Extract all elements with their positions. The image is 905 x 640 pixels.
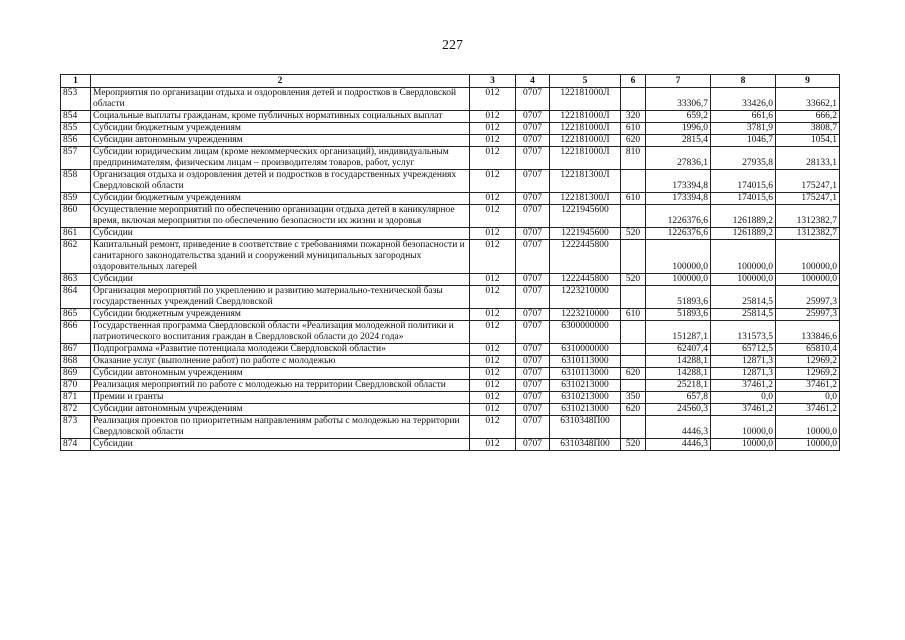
row-number: 860: [61, 205, 91, 228]
table-row: [61, 147, 840, 170]
value-2023: 1261889,2: [711, 228, 776, 240]
row-name: Капитальный ремонт, приведение в соответствие с требованиями пожарной безопасности и санитарного законодательства зданий и сооружений муниципальных загородных оздоровительных лагерей: [91, 240, 470, 274]
code-ministry: 012: [470, 321, 516, 344]
row-name: Субсидии бюджетным учреждениям: [91, 193, 470, 205]
value-2023: 27935,8: [711, 147, 776, 170]
value-2024: 10000,0: [776, 416, 840, 439]
row-name: Государственная программа Свердловской области «Реализация молодежной политики и патриотического воспитания граждан в Свердловской области до 2024 года»: [91, 321, 470, 344]
code-ministry: 012: [470, 416, 516, 439]
table-row: [61, 123, 840, 135]
code-section: 0707: [516, 439, 550, 451]
table-row: [61, 240, 840, 274]
value-2022: 1996,0: [646, 123, 711, 135]
value-2023: 37461,2: [711, 404, 776, 416]
value-2024: 28133,1: [776, 147, 840, 170]
code-section: 0707: [516, 392, 550, 404]
row-name: Осуществление мероприятий по обеспечению организации отдыха детей в каникулярное время, включая мероприятия по обеспечению безопасности их жизни и здоровья: [91, 205, 470, 228]
value-2023: 65712,5: [711, 344, 776, 356]
code-expense: 350: [621, 392, 646, 404]
code-target: 6300000000: [550, 321, 621, 344]
row-name: Мероприятия по организации отдыха и оздоровления детей и подростков в Свердловской области: [91, 88, 470, 111]
row-number: 863: [61, 274, 91, 286]
value-2024: 65810,4: [776, 344, 840, 356]
code-target: 122181300Л: [550, 193, 621, 205]
code-ministry: 012: [470, 392, 516, 404]
code-target: 122181000Л: [550, 88, 621, 111]
code-section: 0707: [516, 228, 550, 240]
value-2024: 100000,0: [776, 274, 840, 286]
value-2022: 14288,1: [646, 368, 711, 380]
value-2022: 4446,3: [646, 416, 711, 439]
value-2024: 666,2: [776, 111, 840, 123]
value-2023: 100000,0: [711, 274, 776, 286]
table-row: [61, 356, 840, 368]
value-2022: 14288,1: [646, 356, 711, 368]
table-row: [61, 439, 840, 451]
value-2024: 33662,1: [776, 88, 840, 111]
code-target: 6310213000: [550, 404, 621, 416]
row-number: 861: [61, 228, 91, 240]
table-row: [61, 135, 840, 147]
table-row: [61, 228, 840, 240]
value-2023: 37461,2: [711, 380, 776, 392]
code-expense: [621, 344, 646, 356]
value-2023: 3781,9: [711, 123, 776, 135]
value-2022: 25218,1: [646, 380, 711, 392]
value-2023: 10000,0: [711, 439, 776, 451]
code-ministry: 012: [470, 404, 516, 416]
value-2022: 62407,4: [646, 344, 711, 356]
value-2022: 1226376,6: [646, 205, 711, 228]
code-section: 0707: [516, 321, 550, 344]
code-expense: 610: [621, 123, 646, 135]
code-expense: 520: [621, 439, 646, 451]
row-name: Организация мероприятий по укреплению и развитию материально-технической базы государственных учреждений Свердловской: [91, 286, 470, 309]
column-header: 7: [646, 75, 711, 88]
value-2024: 37461,2: [776, 404, 840, 416]
value-2022: 173394,8: [646, 193, 711, 205]
row-number: 872: [61, 404, 91, 416]
code-expense: 810: [621, 147, 646, 170]
value-2024: 1312382,7: [776, 228, 840, 240]
row-name: Субсидии: [91, 228, 470, 240]
row-name: Подпрограмма «Развитие потенциала молодежи Свердловской области»: [91, 344, 470, 356]
table-row: [61, 274, 840, 286]
code-expense: 620: [621, 404, 646, 416]
value-2023: 25814,5: [711, 286, 776, 309]
column-header: 9: [776, 75, 840, 88]
code-ministry: 012: [470, 111, 516, 123]
value-2024: 0,0: [776, 392, 840, 404]
value-2024: 25997,3: [776, 286, 840, 309]
code-ministry: 012: [470, 356, 516, 368]
value-2023: 12871,3: [711, 368, 776, 380]
value-2022: 27836,1: [646, 147, 711, 170]
code-section: 0707: [516, 147, 550, 170]
code-target: 1222445800: [550, 240, 621, 274]
table-row: [61, 111, 840, 123]
row-name: Субсидии юридическим лицам (кроме некоммерческих организаций), индивидуальным предпринимателям, физическим лицам – производителям товаров, работ, услуг: [91, 147, 470, 170]
value-2023: 25814,5: [711, 309, 776, 321]
value-2022: 2815,4: [646, 135, 711, 147]
row-number: 865: [61, 309, 91, 321]
value-2023: 174015,6: [711, 193, 776, 205]
value-2022: 173394,8: [646, 170, 711, 193]
row-name: Реализация мероприятий по работе с молодежью на территории Свердловской области: [91, 380, 470, 392]
value-2023: 100000,0: [711, 240, 776, 274]
code-ministry: 012: [470, 228, 516, 240]
table-row: [61, 380, 840, 392]
table-row: [61, 392, 840, 404]
code-ministry: 012: [470, 123, 516, 135]
value-2022: 51893,6: [646, 309, 711, 321]
code-section: 0707: [516, 88, 550, 111]
code-target: 6310000000: [550, 344, 621, 356]
value-2023: 12871,3: [711, 356, 776, 368]
code-section: 0707: [516, 286, 550, 309]
row-name: Реализация проектов по приоритетным направлениям работы с молодежью на территории Свердловской области: [91, 416, 470, 439]
code-expense: 610: [621, 193, 646, 205]
code-ministry: 012: [470, 193, 516, 205]
value-2023: 1261889,2: [711, 205, 776, 228]
code-ministry: 012: [470, 380, 516, 392]
column-header: 5: [550, 75, 621, 88]
code-target: 1223210000: [550, 286, 621, 309]
code-section: 0707: [516, 193, 550, 205]
row-number: 853: [61, 88, 91, 111]
row-number: 868: [61, 356, 91, 368]
value-2022: 33306,7: [646, 88, 711, 111]
value-2022: 1226376,6: [646, 228, 711, 240]
value-2024: 1312382,7: [776, 205, 840, 228]
code-target: 1222445800: [550, 274, 621, 286]
row-number: 858: [61, 170, 91, 193]
value-2022: 4446,3: [646, 439, 711, 451]
code-target: 6310213000: [550, 392, 621, 404]
row-number: 871: [61, 392, 91, 404]
value-2022: 657,8: [646, 392, 711, 404]
row-number: 866: [61, 321, 91, 344]
code-section: 0707: [516, 240, 550, 274]
code-expense: [621, 240, 646, 274]
value-2024: 1054,1: [776, 135, 840, 147]
code-ministry: 012: [470, 344, 516, 356]
row-number: 862: [61, 240, 91, 274]
value-2024: 133846,6: [776, 321, 840, 344]
code-expense: [621, 321, 646, 344]
row-name: Социальные выплаты гражданам, кроме публичных нормативных социальных выплат: [91, 111, 470, 123]
code-target: 6310348П00: [550, 439, 621, 451]
value-2022: 24560,3: [646, 404, 711, 416]
value-2024: 12969,2: [776, 356, 840, 368]
row-number: 855: [61, 123, 91, 135]
row-number: 874: [61, 439, 91, 451]
table-row: [61, 193, 840, 205]
table-header-row: [61, 75, 840, 88]
value-2024: 175247,1: [776, 193, 840, 205]
value-2024: 37461,2: [776, 380, 840, 392]
code-ministry: 012: [470, 274, 516, 286]
row-number: 856: [61, 135, 91, 147]
value-2024: 25997,3: [776, 309, 840, 321]
code-ministry: 012: [470, 147, 516, 170]
table-row: [61, 88, 840, 111]
row-name: Организация отдыха и оздоровления детей и подростков в государственных учреждениях Свердловской области: [91, 170, 470, 193]
code-expense: [621, 380, 646, 392]
code-expense: [621, 416, 646, 439]
code-section: 0707: [516, 344, 550, 356]
code-expense: [621, 88, 646, 111]
code-section: 0707: [516, 416, 550, 439]
row-name: Премии и гранты: [91, 392, 470, 404]
value-2023: 131573,5: [711, 321, 776, 344]
row-number: 867: [61, 344, 91, 356]
code-expense: [621, 205, 646, 228]
row-number: 854: [61, 111, 91, 123]
table-row: [61, 344, 840, 356]
code-ministry: 012: [470, 309, 516, 321]
row-number: 873: [61, 416, 91, 439]
row-number: 864: [61, 286, 91, 309]
table-row: [61, 368, 840, 380]
table-row: [61, 309, 840, 321]
row-name: Субсидии: [91, 439, 470, 451]
code-expense: 520: [621, 228, 646, 240]
row-number: 869: [61, 368, 91, 380]
table-row: [61, 205, 840, 228]
budget-table: [60, 74, 840, 451]
code-section: 0707: [516, 274, 550, 286]
code-expense: [621, 356, 646, 368]
value-2023: 174015,6: [711, 170, 776, 193]
code-expense: 320: [621, 111, 646, 123]
code-ministry: 012: [470, 205, 516, 228]
value-2024: 100000,0: [776, 240, 840, 274]
code-section: 0707: [516, 205, 550, 228]
code-expense: 620: [621, 368, 646, 380]
table-row: [61, 170, 840, 193]
column-header: 4: [516, 75, 550, 88]
value-2023: 0,0: [711, 392, 776, 404]
value-2023: 33426,0: [711, 88, 776, 111]
row-number: 870: [61, 380, 91, 392]
value-2024: 10000,0: [776, 439, 840, 451]
value-2023: 1046,7: [711, 135, 776, 147]
row-number: 859: [61, 193, 91, 205]
code-expense: 610: [621, 309, 646, 321]
value-2024: 3808,7: [776, 123, 840, 135]
code-expense: [621, 286, 646, 309]
code-target: 122181000Л: [550, 147, 621, 170]
code-section: 0707: [516, 368, 550, 380]
column-header: 8: [711, 75, 776, 88]
code-expense: [621, 170, 646, 193]
value-2023: 661,6: [711, 111, 776, 123]
value-2022: 659,2: [646, 111, 711, 123]
table-row: [61, 404, 840, 416]
code-ministry: 012: [470, 286, 516, 309]
table-row: [61, 416, 840, 439]
code-section: 0707: [516, 123, 550, 135]
code-ministry: 012: [470, 88, 516, 111]
code-ministry: 012: [470, 135, 516, 147]
page-number: 227: [442, 38, 463, 53]
row-name: Субсидии: [91, 274, 470, 286]
column-header: 6: [621, 75, 646, 88]
code-target: 122181000Л: [550, 111, 621, 123]
code-ministry: 012: [470, 240, 516, 274]
code-target: 6310213000: [550, 380, 621, 392]
column-header: 3: [470, 75, 516, 88]
code-section: 0707: [516, 170, 550, 193]
code-ministry: 012: [470, 368, 516, 380]
code-ministry: 012: [470, 170, 516, 193]
row-name: Субсидии бюджетным учреждениям: [91, 123, 470, 135]
row-name: Субсидии автономным учреждениям: [91, 135, 470, 147]
value-2024: 12969,2: [776, 368, 840, 380]
code-section: 0707: [516, 135, 550, 147]
code-target: 6310113000: [550, 356, 621, 368]
value-2022: 100000,0: [646, 274, 711, 286]
code-target: 122181300Л: [550, 170, 621, 193]
code-ministry: 012: [470, 439, 516, 451]
value-2022: 151287,1: [646, 321, 711, 344]
code-section: 0707: [516, 404, 550, 416]
table-row: [61, 286, 840, 309]
column-header: 1: [61, 75, 91, 88]
value-2024: 175247,1: [776, 170, 840, 193]
code-target: 1221945600: [550, 228, 621, 240]
code-target: 122181000Л: [550, 135, 621, 147]
code-target: 1221945600: [550, 205, 621, 228]
code-section: 0707: [516, 356, 550, 368]
table-row: [61, 321, 840, 344]
row-name: Субсидии автономным учреждениям: [91, 368, 470, 380]
row-number: 857: [61, 147, 91, 170]
row-name: Оказание услуг (выполнение работ) по работе с молодежью: [91, 356, 470, 368]
code-section: 0707: [516, 380, 550, 392]
code-target: 122181000Л: [550, 123, 621, 135]
row-name: Субсидии автономным учреждениям: [91, 404, 470, 416]
code-target: 6310348П00: [550, 416, 621, 439]
value-2023: 10000,0: [711, 416, 776, 439]
code-expense: 520: [621, 274, 646, 286]
code-expense: 620: [621, 135, 646, 147]
column-header: 2: [91, 75, 470, 88]
code-section: 0707: [516, 309, 550, 321]
row-name: Субсидии бюджетным учреждениям: [91, 309, 470, 321]
code-section: 0707: [516, 111, 550, 123]
code-target: 1223210000: [550, 309, 621, 321]
code-target: 6310113000: [550, 368, 621, 380]
value-2022: 100000,0: [646, 240, 711, 274]
value-2022: 51893,6: [646, 286, 711, 309]
